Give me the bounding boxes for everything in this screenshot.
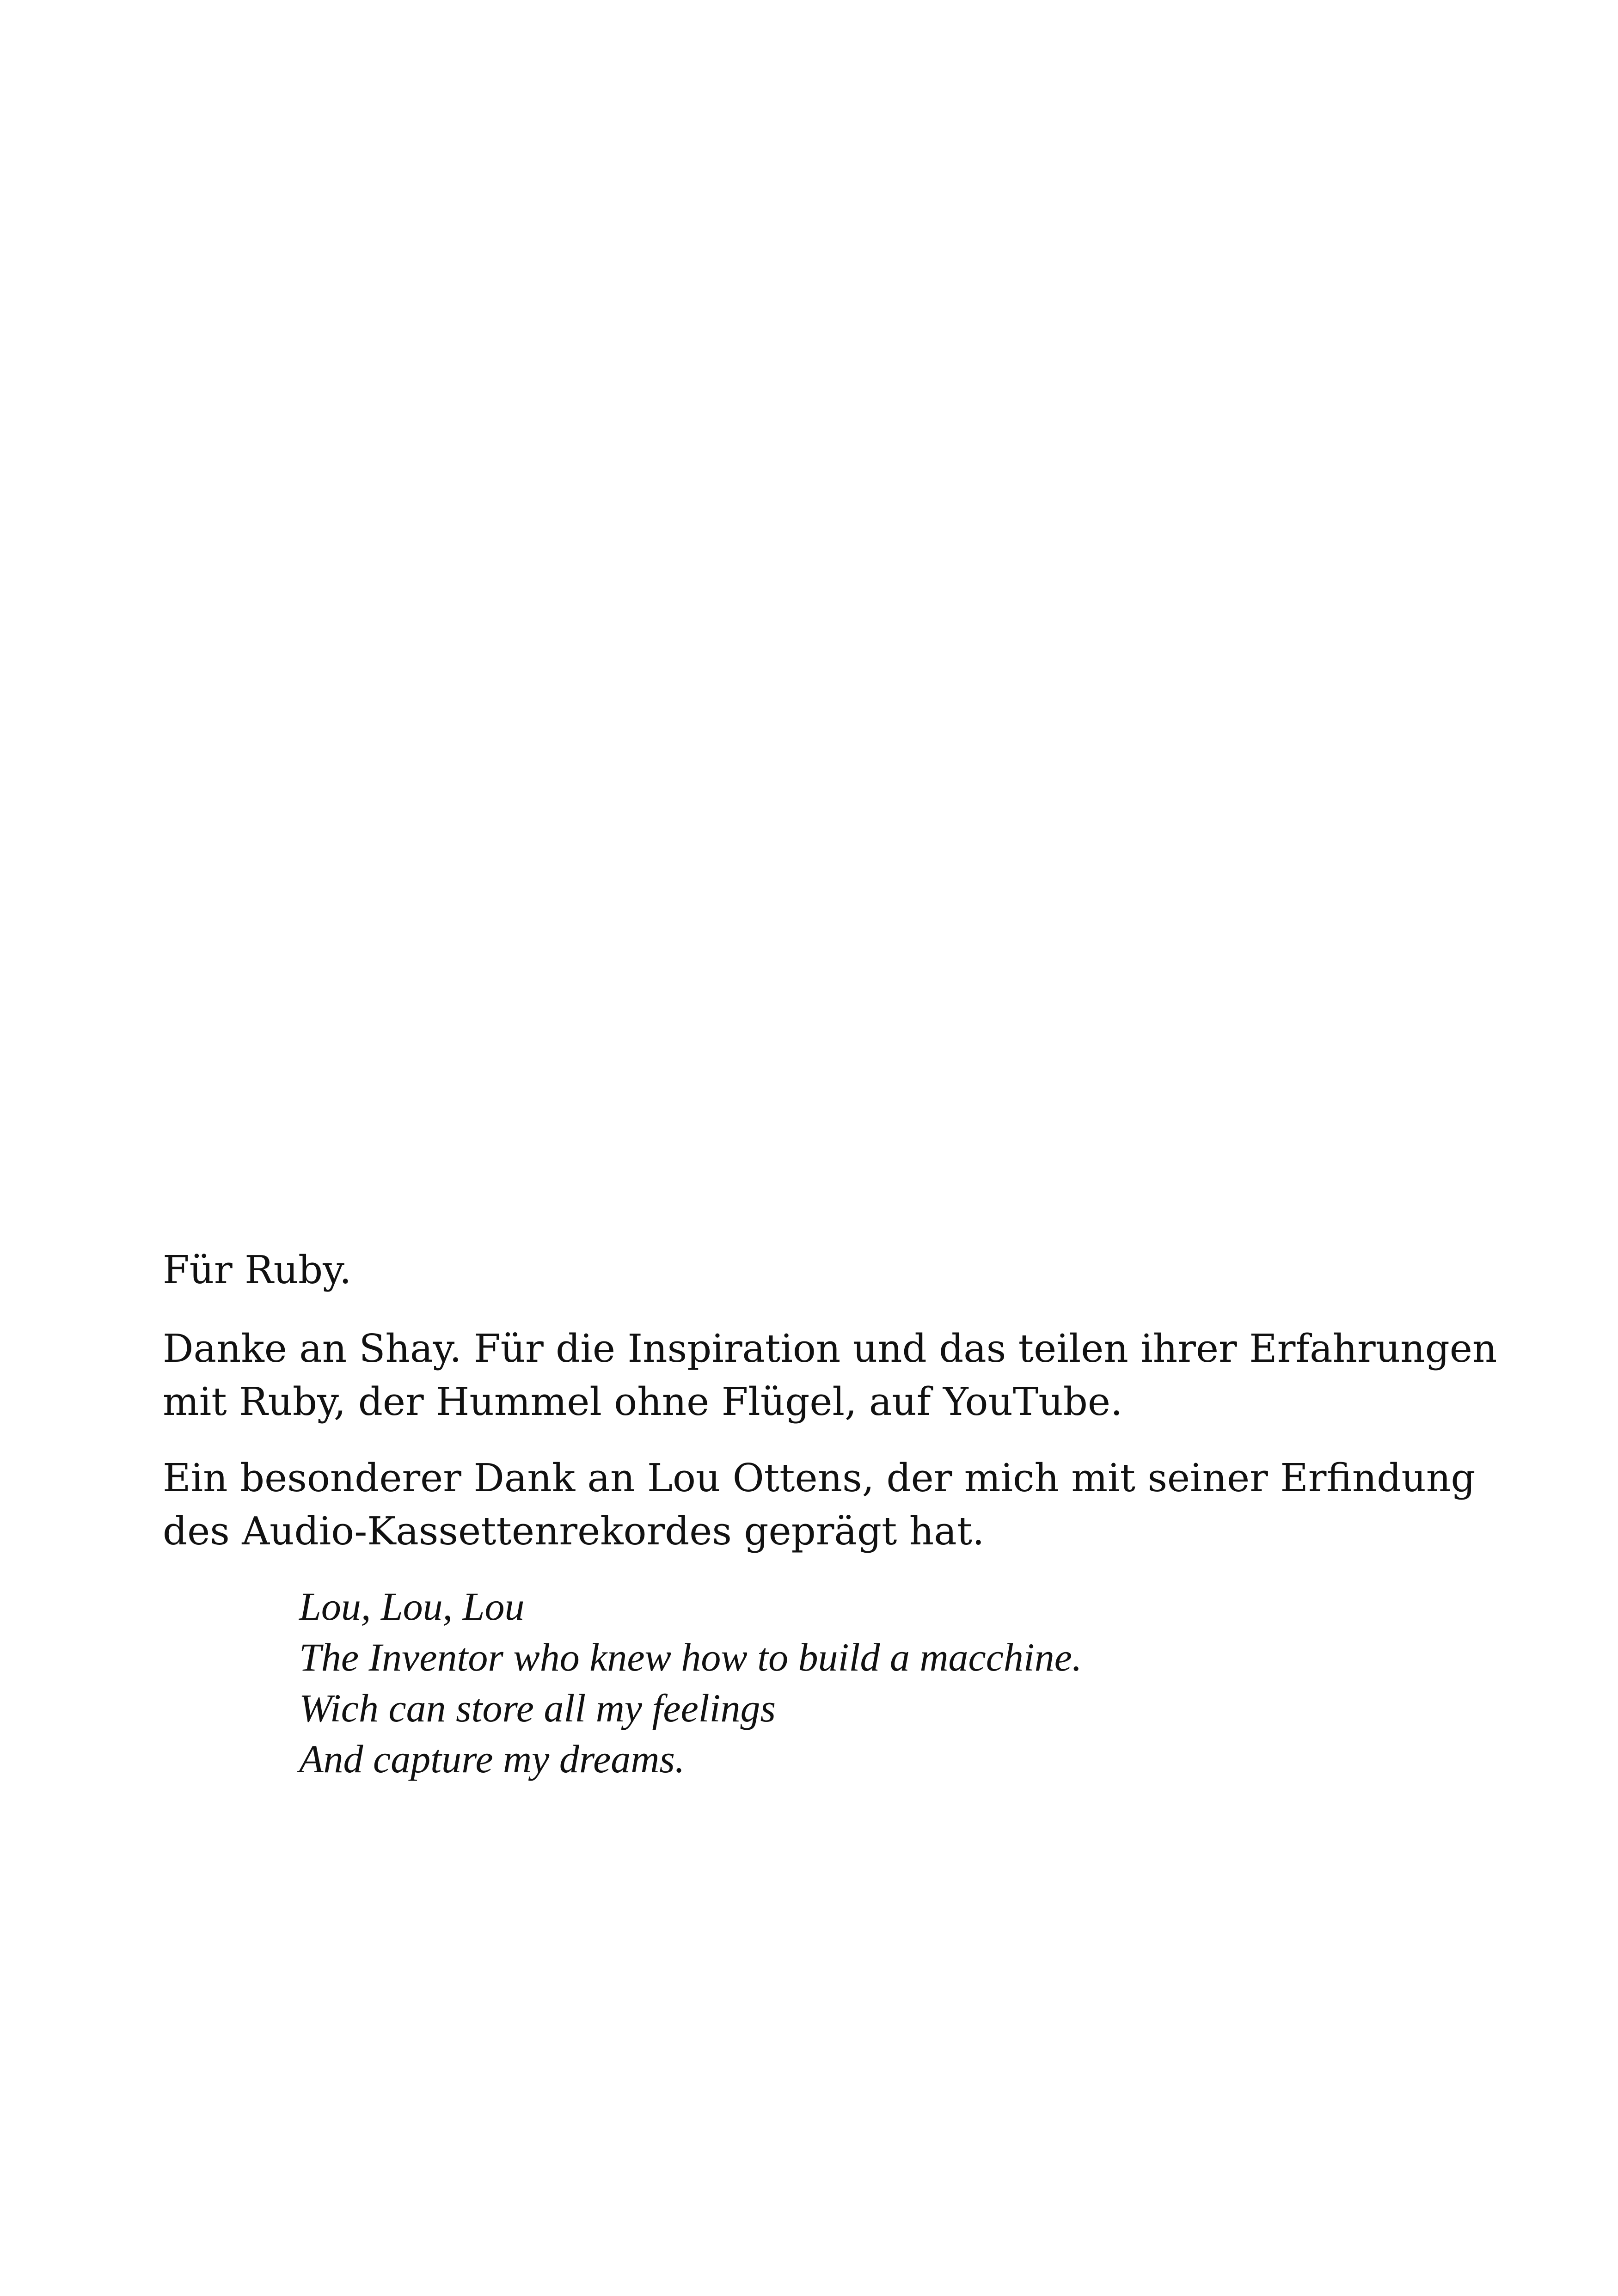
- thanks-lou-line-1: Ein besonderer Dank an Lou Ottens, der mich mit seiner Erfindung: [163, 1456, 1476, 1500]
- dedication-block: [163, 1243, 1497, 1784]
- thanks-shay-paragraph: [163, 1322, 1497, 1428]
- verse-line-2: The Inventor who knew how to build a macchine.: [299, 1635, 1082, 1679]
- thanks-lou-paragraph: [163, 1451, 1476, 1558]
- verse-line-3: Wich can store all my feelings: [299, 1686, 776, 1730]
- verse-block: [299, 1581, 1457, 1784]
- thanks-shay-line-2: mit Ruby, der Hummel ohne Flügel, auf YouTube.: [163, 1379, 1123, 1424]
- dedication-text: Für Ruby.: [163, 1248, 352, 1292]
- verse-line-4: And capture my dreams.: [299, 1737, 685, 1781]
- dedication-line: [163, 1243, 1457, 1297]
- verse-line-1: Lou, Lou, Lou: [299, 1584, 525, 1629]
- thanks-lou-line-2: des Audio-Kassettenrekordes geprägt hat.: [163, 1509, 985, 1554]
- thanks-shay-line-1: Danke an Shay. Für die Inspiration und das teilen ihrer Erfahrungen: [163, 1326, 1497, 1371]
